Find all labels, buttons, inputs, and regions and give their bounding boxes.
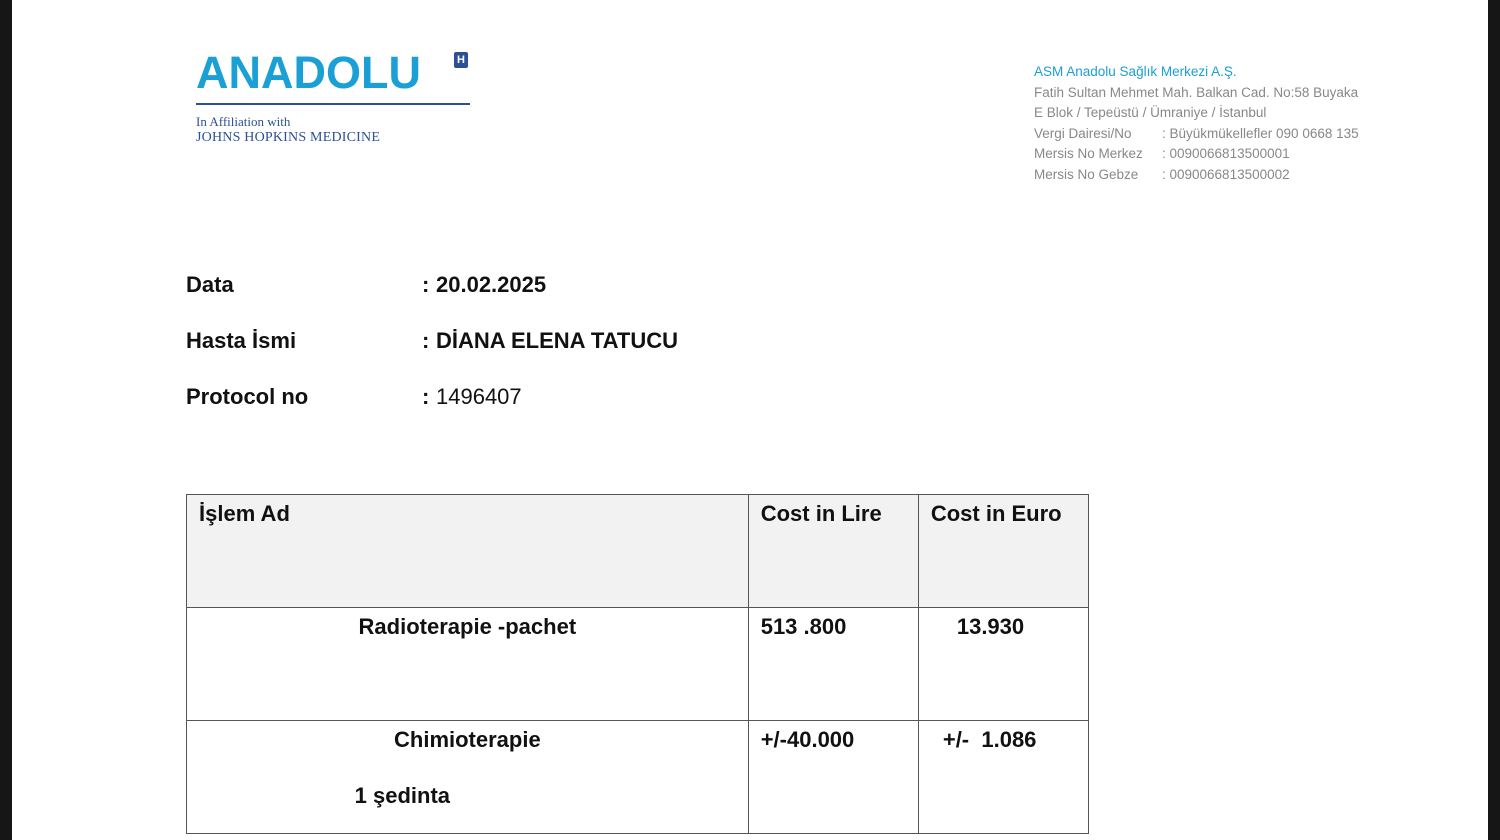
company-address-line-2: E Blok / Tepeüstü / Ümraniye / İstanbul: [1034, 105, 1267, 120]
date-value: 20.02.2025: [436, 272, 547, 297]
lire-cell: 513 .800: [748, 608, 918, 721]
mersis-merkez-value: : 0090066813500001: [1162, 146, 1290, 161]
mersis-merkez-row: [1034, 144, 1454, 165]
mersis-merkez-label: Mersis No Merkez: [1034, 146, 1143, 161]
patient-name-label: Hasta İsmi: [186, 328, 297, 353]
anadolu-logo: [196, 47, 486, 145]
procedure-name: Chimioterapie: [394, 727, 541, 752]
patient-name-colon: :: [422, 328, 430, 353]
header-cost-lire: Cost in Lire: [748, 495, 918, 608]
document-page: [12, 0, 1488, 840]
date-colon: :: [422, 272, 430, 297]
tax-office-label: Vergi Dairesi/No: [1034, 125, 1132, 141]
euro-cell: [918, 608, 1088, 721]
procedure-cell: [187, 721, 749, 834]
procedure-sessions: 1 şedinta: [354, 783, 451, 808]
table-row: [187, 608, 1089, 721]
euro-cell: [918, 721, 1088, 834]
logo-affiliation: In Affiliation with: [196, 114, 291, 129]
company-address-block: [1034, 62, 1454, 185]
protocol-label: Protocol no: [186, 384, 309, 409]
mersis-gebze-value: : 0090066813500002: [1162, 166, 1290, 182]
header-procedure: İşlem Ad: [187, 495, 749, 608]
logo-wordmark: ANADOLU: [196, 47, 421, 98]
logo-partner: JOHNS HOPKINS MEDICINE: [196, 130, 381, 145]
tax-office-row: [1034, 124, 1454, 145]
table-header-row: [187, 495, 1089, 608]
viewer-border-left: [0, 0, 12, 840]
company-address-line-1: Fatih Sultan Mehmet Mah. Balkan Cad. No:58 Buyaka: [1034, 84, 1359, 100]
cost-table: [186, 494, 1089, 834]
patient-name-value: DİANA ELENA TATUCU: [436, 328, 678, 353]
header-cost-euro: Cost in Euro: [918, 495, 1088, 608]
procedure-cell: Radioterapie -pachet: [187, 608, 749, 721]
logo-divider: [196, 103, 470, 105]
table-row: [187, 721, 1089, 834]
mersis-gebze-row: [1034, 165, 1454, 186]
hospital-badge-icon: H: [454, 52, 468, 68]
date-label: Data: [186, 272, 234, 297]
protocol-colon: :: [422, 384, 430, 409]
euro-value: +/- 1.086: [942, 727, 1037, 752]
lire-cell: +/-40.000: [748, 721, 918, 834]
euro-value: 13.930: [956, 614, 1025, 639]
company-name: ASM Anadolu Sağlık Merkezi A.Ş.: [1034, 64, 1237, 79]
protocol-value: 1496407: [436, 384, 522, 409]
viewer-border-right: [1488, 0, 1500, 840]
mersis-gebze-label: Mersis No Gebze: [1034, 166, 1139, 182]
tax-office-value: : Büyükmükellefler 090 0668 135: [1162, 125, 1359, 141]
